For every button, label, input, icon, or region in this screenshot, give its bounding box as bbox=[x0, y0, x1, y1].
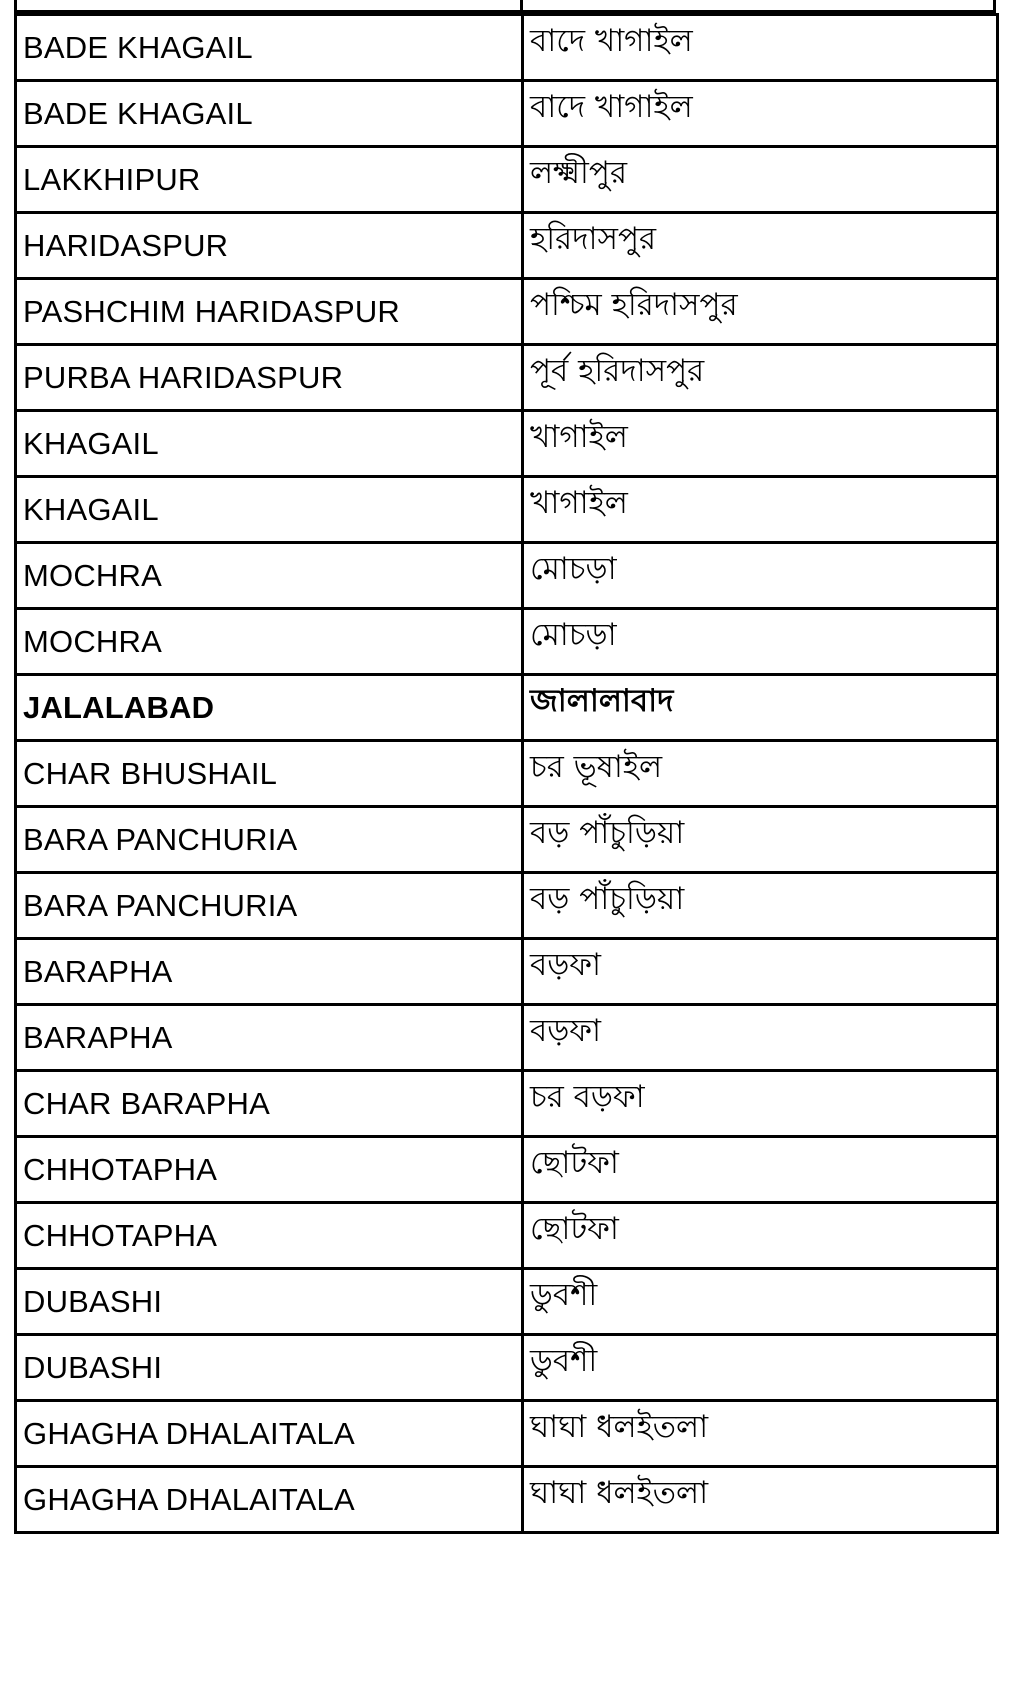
table-row bbox=[16, 15, 998, 81]
english-name-cell: KHAGAIL bbox=[16, 477, 523, 543]
table-row bbox=[16, 1203, 998, 1269]
english-name-cell: DUBASHI bbox=[16, 1335, 523, 1401]
english-name-cell: PURBA HARIDASPUR bbox=[16, 345, 523, 411]
bengali-name-cell: মোচড়া bbox=[523, 609, 998, 675]
table-row bbox=[16, 147, 998, 213]
english-name-cell: MOCHRA bbox=[16, 609, 523, 675]
table-row bbox=[16, 1137, 998, 1203]
table-row bbox=[16, 939, 998, 1005]
table-row bbox=[16, 81, 998, 147]
bengali-name-cell: খাগাইল bbox=[523, 477, 998, 543]
english-name-cell: BARA PANCHURIA bbox=[16, 873, 523, 939]
column-divider bbox=[520, 0, 523, 10]
english-name-cell: LAKKHIPUR bbox=[16, 147, 523, 213]
english-name-cell: CHAR BHUSHAIL bbox=[16, 741, 523, 807]
english-name-cell: CHHOTAPHA bbox=[16, 1137, 523, 1203]
table-row bbox=[16, 873, 998, 939]
table-row bbox=[16, 807, 998, 873]
bengali-name-cell: ছোটফা bbox=[523, 1203, 998, 1269]
bengali-name-cell: খাগাইল bbox=[523, 411, 998, 477]
bengali-name-cell: হরিদাসপুর bbox=[523, 213, 998, 279]
table-row bbox=[16, 741, 998, 807]
english-name-cell: GHAGHA DHALAITALA bbox=[16, 1467, 523, 1533]
english-name-cell: CHHOTAPHA bbox=[16, 1203, 523, 1269]
bengali-name-cell: ঘাঘা ধলইতলা bbox=[523, 1467, 998, 1533]
bengali-name-cell: ঘাঘা ধলইতলা bbox=[523, 1401, 998, 1467]
bengali-name-cell: পূর্ব হরিদাসপুর bbox=[523, 345, 998, 411]
bengali-name-cell: বাদে খাগাইল bbox=[523, 15, 998, 81]
bengali-name-cell: পশ্চিম হরিদাসপুর bbox=[523, 279, 998, 345]
english-name-cell: CHAR BARAPHA bbox=[16, 1071, 523, 1137]
table-row bbox=[16, 609, 998, 675]
table-row bbox=[16, 477, 998, 543]
english-name-cell: HARIDASPUR bbox=[16, 213, 523, 279]
english-name-cell: BARAPHA bbox=[16, 939, 523, 1005]
english-name-cell: BARAPHA bbox=[16, 1005, 523, 1071]
bengali-name-cell: লক্ষ্মীপুর bbox=[523, 147, 998, 213]
english-name-cell: MOCHRA bbox=[16, 543, 523, 609]
english-name-cell: PASHCHIM HARIDASPUR bbox=[16, 279, 523, 345]
english-name-cell: GHAGHA DHALAITALA bbox=[16, 1401, 523, 1467]
table-row bbox=[16, 675, 998, 741]
table-row bbox=[16, 411, 998, 477]
bengali-name-cell: জালালাবাদ bbox=[523, 675, 998, 741]
table-row bbox=[16, 543, 998, 609]
table-row bbox=[16, 1071, 998, 1137]
english-name-cell: KHAGAIL bbox=[16, 411, 523, 477]
bengali-name-cell: চর ভূষাইল bbox=[523, 741, 998, 807]
bengali-name-cell: ডুবশী bbox=[523, 1269, 998, 1335]
english-name-cell: BADE KHAGAIL bbox=[16, 81, 523, 147]
bengali-name-cell: ডুবশী bbox=[523, 1335, 998, 1401]
table-row bbox=[16, 1335, 998, 1401]
table-row bbox=[16, 1005, 998, 1071]
place-name-table bbox=[14, 13, 999, 1534]
table-row bbox=[16, 345, 998, 411]
table-row bbox=[16, 279, 998, 345]
table-top-partial-row bbox=[14, 0, 996, 13]
english-name-cell: DUBASHI bbox=[16, 1269, 523, 1335]
table-row bbox=[16, 213, 998, 279]
bengali-name-cell: বড়ফা bbox=[523, 939, 998, 1005]
english-name-cell: JALALABAD bbox=[16, 675, 523, 741]
bengali-name-cell: বাদে খাগাইল bbox=[523, 81, 998, 147]
english-name-cell: BADE KHAGAIL bbox=[16, 15, 523, 81]
bengali-name-cell: চর বড়ফা bbox=[523, 1071, 998, 1137]
table-row bbox=[16, 1467, 998, 1533]
bengali-name-cell: বড়ফা bbox=[523, 1005, 998, 1071]
bengali-name-cell: ছোটফা bbox=[523, 1137, 998, 1203]
table-row bbox=[16, 1401, 998, 1467]
table-row bbox=[16, 1269, 998, 1335]
bengali-name-cell: মোচড়া bbox=[523, 543, 998, 609]
table-body bbox=[16, 15, 998, 1533]
english-name-cell: BARA PANCHURIA bbox=[16, 807, 523, 873]
bengali-name-cell: বড় পাঁচুড়িয়া bbox=[523, 807, 998, 873]
bengali-name-cell: বড় পাঁচুড়িয়া bbox=[523, 873, 998, 939]
